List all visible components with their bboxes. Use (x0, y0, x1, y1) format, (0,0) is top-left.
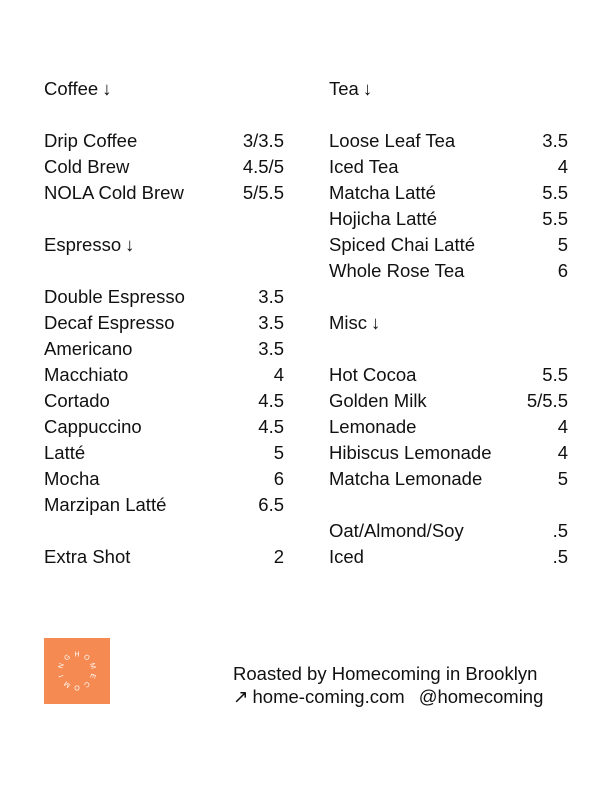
item-price: 3.5 (258, 338, 284, 359)
logo-letter: M (87, 662, 97, 670)
item-name: Lemonade (329, 416, 417, 437)
item-name: Latté (44, 442, 86, 463)
tea-heading-label: Tea (329, 78, 359, 99)
tea-list (329, 128, 568, 284)
menu-item (44, 154, 284, 180)
menu-item (44, 388, 284, 414)
homecoming-logo (44, 638, 110, 704)
menu-item (44, 440, 284, 466)
item-name: Mocha (44, 468, 100, 489)
menu-item (329, 518, 568, 544)
menu-item (329, 544, 568, 570)
misc-heading-label: Misc (329, 312, 368, 333)
item-price: 5 (557, 468, 568, 489)
logo-letter: E (88, 672, 97, 680)
item-price: 5 (557, 234, 568, 255)
item-price: 2 (273, 546, 284, 567)
instagram-handle-link[interactable]: @homecoming (418, 686, 544, 707)
item-name: NOLA Cold Brew (44, 182, 184, 203)
item-name: Drip Coffee (44, 130, 138, 151)
item-name: Loose Leaf Tea (329, 130, 456, 151)
item-name: Extra Shot (44, 546, 131, 567)
menu-item (44, 492, 284, 518)
arrow-down-icon: ↓ (102, 78, 112, 99)
item-price: 3.5 (258, 286, 284, 307)
menu-item (329, 466, 568, 492)
roasted-by-text: Roasted by Homecoming in Brooklyn (233, 663, 538, 684)
item-price: 4 (557, 442, 568, 463)
menu-item (329, 388, 568, 414)
menu-item (44, 336, 284, 362)
item-price: 4 (273, 364, 284, 385)
item-name: Whole Rose Tea (329, 260, 465, 281)
espresso-heading (44, 232, 284, 258)
item-price: 5/5.5 (526, 390, 568, 411)
right-column (329, 76, 568, 570)
item-price: .5 (552, 520, 568, 541)
espresso-list (44, 284, 284, 518)
item-name: Cappuccino (44, 416, 142, 437)
item-name: Cold Brew (44, 156, 130, 177)
item-price: 4.5/5 (242, 156, 284, 177)
menu-item (44, 466, 284, 492)
misc-heading (329, 310, 568, 336)
item-name: Macchiato (44, 364, 129, 385)
item-name: Hot Cocoa (329, 364, 417, 385)
tea-heading (329, 76, 568, 102)
item-name: Oat/Almond/Soy (329, 520, 464, 541)
item-price: 4 (557, 156, 568, 177)
item-price: 3/3.5 (242, 130, 284, 151)
logo-letter: O (74, 683, 80, 691)
menu-item (329, 414, 568, 440)
coffee-list (44, 128, 284, 206)
menu-item (329, 206, 568, 232)
left-column (44, 76, 284, 570)
item-name: Decaf Espresso (44, 312, 175, 333)
item-price: 6.5 (258, 494, 284, 515)
menu-item (329, 128, 568, 154)
item-name: Hojicha Latté (329, 208, 437, 229)
menu-item (44, 180, 284, 206)
menu-item (44, 414, 284, 440)
logo-letter: I (58, 673, 66, 678)
menu-item (329, 154, 568, 180)
item-name: Golden Milk (329, 390, 427, 411)
item-price: 3.5 (542, 130, 568, 151)
item-name: Matcha Latté (329, 182, 436, 203)
logo-letter: C (82, 679, 91, 689)
footer (233, 662, 568, 708)
item-name: Double Espresso (44, 286, 185, 307)
arrow-down-icon: ↓ (362, 78, 373, 99)
menu-item (329, 362, 568, 388)
item-price: 4 (557, 416, 568, 437)
item-name: Hibiscus Lemonade (329, 442, 492, 463)
item-price: 5 (273, 442, 284, 463)
item-name: Marzipan Latté (44, 494, 167, 515)
menu-item (44, 362, 284, 388)
item-price: 5.5 (542, 364, 568, 385)
menu-item (44, 284, 284, 310)
addons-list (329, 518, 568, 570)
logo-letter: O (82, 653, 91, 663)
external-link-icon: ↗ (233, 686, 249, 707)
menu-item (44, 310, 284, 336)
item-price: 3.5 (258, 312, 284, 333)
item-price: 6 (273, 468, 284, 489)
item-price: 5.5 (542, 208, 568, 229)
espresso-heading-label: Espresso (44, 234, 122, 255)
menu-item (329, 258, 568, 284)
item-price: 4.5 (258, 416, 284, 437)
logo-letter: G (63, 653, 72, 663)
logo-letter: M (63, 679, 73, 689)
item-price: 5/5.5 (242, 182, 284, 203)
item-name: Americano (44, 338, 133, 359)
menu-item (329, 232, 568, 258)
coffee-heading-label: Coffee (44, 78, 99, 99)
menu-item-extra-shot (44, 544, 284, 570)
item-price: 6 (557, 260, 568, 281)
item-price: 4.5 (258, 390, 284, 411)
menu-item (329, 180, 568, 206)
item-name: Matcha Lemonade (329, 468, 483, 489)
logo-ring-icon (44, 638, 110, 704)
item-name: Iced (329, 546, 364, 567)
arrow-down-icon: ↓ (371, 312, 381, 333)
arrow-down-icon: ↓ (125, 234, 135, 255)
item-price: 5.5 (542, 182, 568, 203)
item-name: Cortado (44, 390, 110, 411)
logo-letter: H (74, 651, 80, 659)
menu-item (44, 128, 284, 154)
item-name: Iced Tea (329, 156, 399, 177)
item-price: .5 (552, 546, 568, 567)
misc-list (329, 362, 568, 492)
item-name: Spiced Chai Latté (329, 234, 476, 255)
logo-letter: N (57, 662, 66, 670)
website-link[interactable]: home-coming.com (252, 686, 405, 707)
menu-item (329, 440, 568, 466)
coffee-heading (44, 76, 284, 102)
